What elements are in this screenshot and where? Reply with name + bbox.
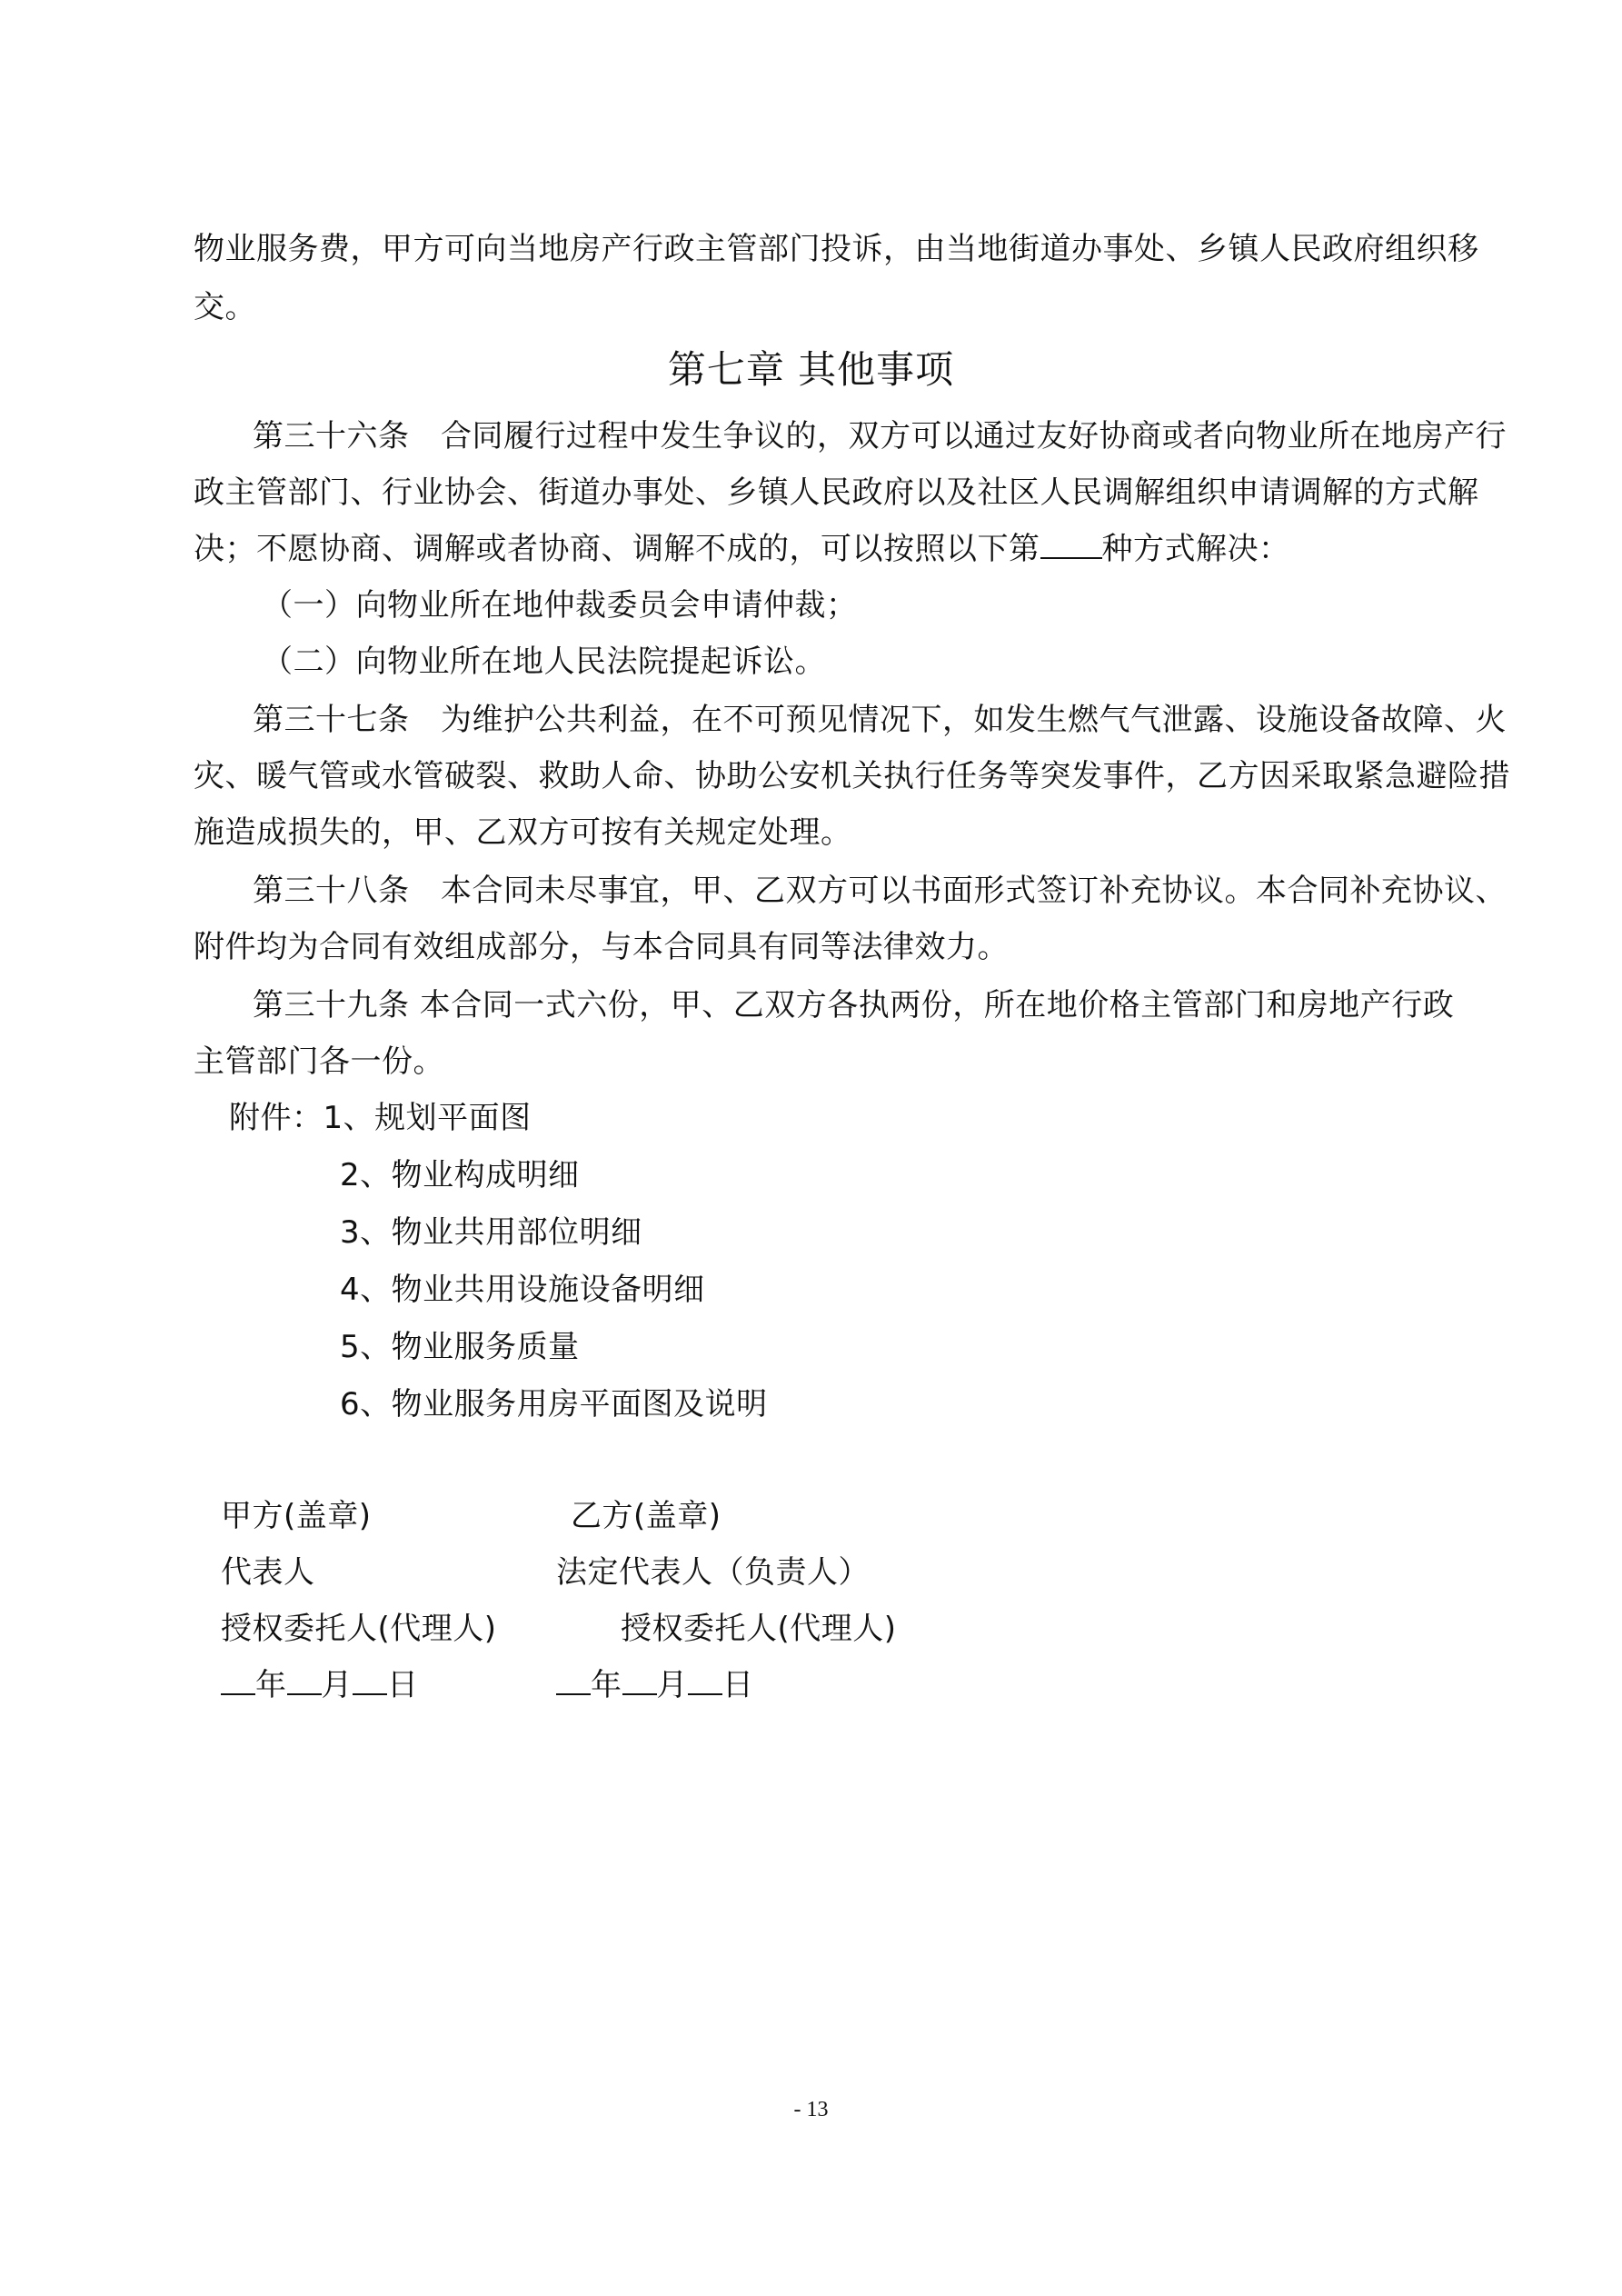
party-b-representative: 法定代表人（负责人） <box>556 1554 870 1591</box>
continuation-line-1: 物业服务费，甲方可向当地房产行政主管部门投诉，由当地街道办事处、乡镇人民政府组织移 <box>194 231 1479 267</box>
party-b-agent: 授权委托人(代理人) <box>621 1611 897 1647</box>
party-a-representative: 代表人 <box>221 1554 315 1591</box>
continuation-line-2: 交。 <box>194 289 256 325</box>
party-a-day-blank[interactable] <box>353 1666 387 1695</box>
attachment-item: 2、物业构成明细 <box>340 1157 580 1193</box>
party-b-year-label: 年 <box>591 1667 622 1703</box>
article-36-line-2: 政主管部门、行业协会、街道办事处、乡镇人民政府以及社区人民调解组织申请调解的方式解 <box>194 474 1479 511</box>
attachment-item: 1、规划平面图 <box>323 1100 532 1136</box>
article-36-line-3 <box>194 529 1290 569</box>
party-b-year-blank[interactable] <box>556 1666 591 1695</box>
article-37-line-3: 施造成损失的，甲、乙双方可按有关规定处理。 <box>194 814 852 851</box>
party-b-date <box>556 1665 754 1705</box>
article-36-line-3-start: 决；不愿协商、调解或者协商、调解不成的，可以按照以下第 <box>194 531 1040 567</box>
party-b-month-label: 月 <box>656 1667 688 1703</box>
party-a-year-blank[interactable] <box>221 1666 255 1695</box>
party-a-year-label: 年 <box>255 1667 287 1703</box>
article-36-line-3-end: 种方式解决： <box>1101 531 1290 567</box>
party-a-agent: 授权委托人(代理人) <box>221 1611 497 1647</box>
attachments-label: 附件： <box>229 1100 323 1136</box>
party-b-day-blank[interactable] <box>688 1666 722 1695</box>
attachments-label-line <box>229 1098 532 1138</box>
attachment-item: 3、物业共用部位明细 <box>340 1214 642 1251</box>
article-36-line-1: 第三十六条 合同履行过程中发生争议的，双方可以通过友好协商或者向物业所在地房产行 <box>253 418 1507 454</box>
party-a-seal: 甲方(盖章) <box>221 1498 372 1534</box>
article-36-option-1: （一）向物业所在地仲裁委员会申请仲裁； <box>262 587 858 624</box>
attachment-item: 6、物业服务用房平面图及说明 <box>340 1386 768 1423</box>
party-a-month-label: 月 <box>321 1667 353 1703</box>
attachment-item: 5、物业服务质量 <box>340 1329 580 1365</box>
article-38-line-1: 第三十八条 本合同未尽事宜，甲、乙双方可以书面形式签订补充协议。本合同补充协议、 <box>253 873 1507 909</box>
article-39-line-1: 第三十九条 本合同一式六份，甲、乙双方各执两份，所在地价格主管部门和房地产行政 <box>253 987 1455 1023</box>
article-38-line-2: 附件均为合同有效组成部分，与本合同具有同等法律效力。 <box>194 929 1009 965</box>
article-37-line-2: 灾、暖气管或水管破裂、救助人命、协助公安机关执行任务等突发事件，乙方因采取紧急避险措 <box>194 758 1510 794</box>
chapter-title: 第七章 其他事项 <box>667 347 955 392</box>
party-b-month-blank[interactable] <box>622 1666 657 1695</box>
page-number: - 13 <box>793 2098 829 2121</box>
attachment-item: 4、物业共用设施设备明细 <box>340 1272 705 1308</box>
article-37-line-1: 第三十七条 为维护公共利益，在不可预见情况下，如发生燃气气泄露、设施设备故障、火 <box>253 702 1507 738</box>
party-b-seal: 乙方(盖章) <box>571 1498 721 1534</box>
party-a-month-blank[interactable] <box>287 1666 322 1695</box>
article-36-option-2: （二）向物业所在地人民法院提起诉讼。 <box>262 644 826 680</box>
party-b-day-label: 日 <box>722 1667 754 1703</box>
method-choice-blank[interactable] <box>1040 530 1102 559</box>
article-39-line-2: 主管部门各一份。 <box>194 1043 444 1080</box>
party-a-date <box>221 1665 419 1705</box>
party-a-day-label: 日 <box>387 1667 419 1703</box>
